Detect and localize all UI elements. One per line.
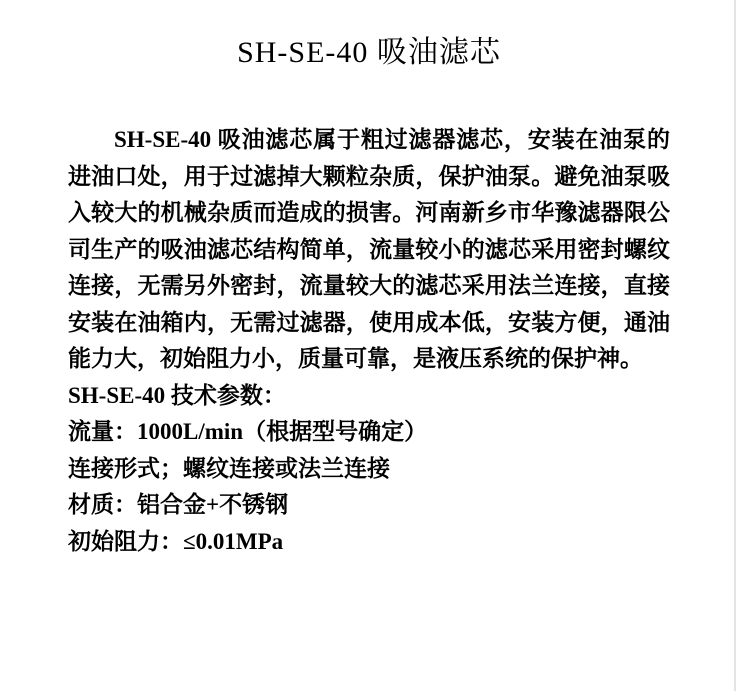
page-edge-divider	[734, 0, 736, 691]
param-connection-type: 连接形式；螺纹连接或法兰连接	[68, 455, 390, 481]
param-flow-rate: 流量：1000L/min（根据型号确定）	[68, 419, 428, 444]
document-content	[68, 34, 670, 560]
document-title: SH-SE-40 吸油滤芯	[237, 36, 501, 69]
tech-params-heading: SH-SE-40 技术参数：	[68, 382, 286, 408]
intro-paragraph: SH-SE-40 吸油滤芯属于粗过滤器滤芯，安装在油泵的进油口处，用于过滤掉大颗粒杂质，保护油泵。避免油泵吸入较大的机械杂质而造成的损害。河南新乡市华豫滤器限公司生产的吸油滤芯结构简单，流量较小的滤芯采用密封螺纹连接，无需另外密封，流量较大的滤芯采用法兰连接，直接安装在油箱内，无需过滤器，使用成本低，安装方便，通油能力大，初始阻力小，质量可靠，是液压系统的保护神。	[68, 127, 670, 371]
param-initial-resistance: 初始阻力：≤0.01MPa	[68, 528, 284, 554]
param-material: 材质：铝合金+不锈钢	[68, 492, 289, 517]
